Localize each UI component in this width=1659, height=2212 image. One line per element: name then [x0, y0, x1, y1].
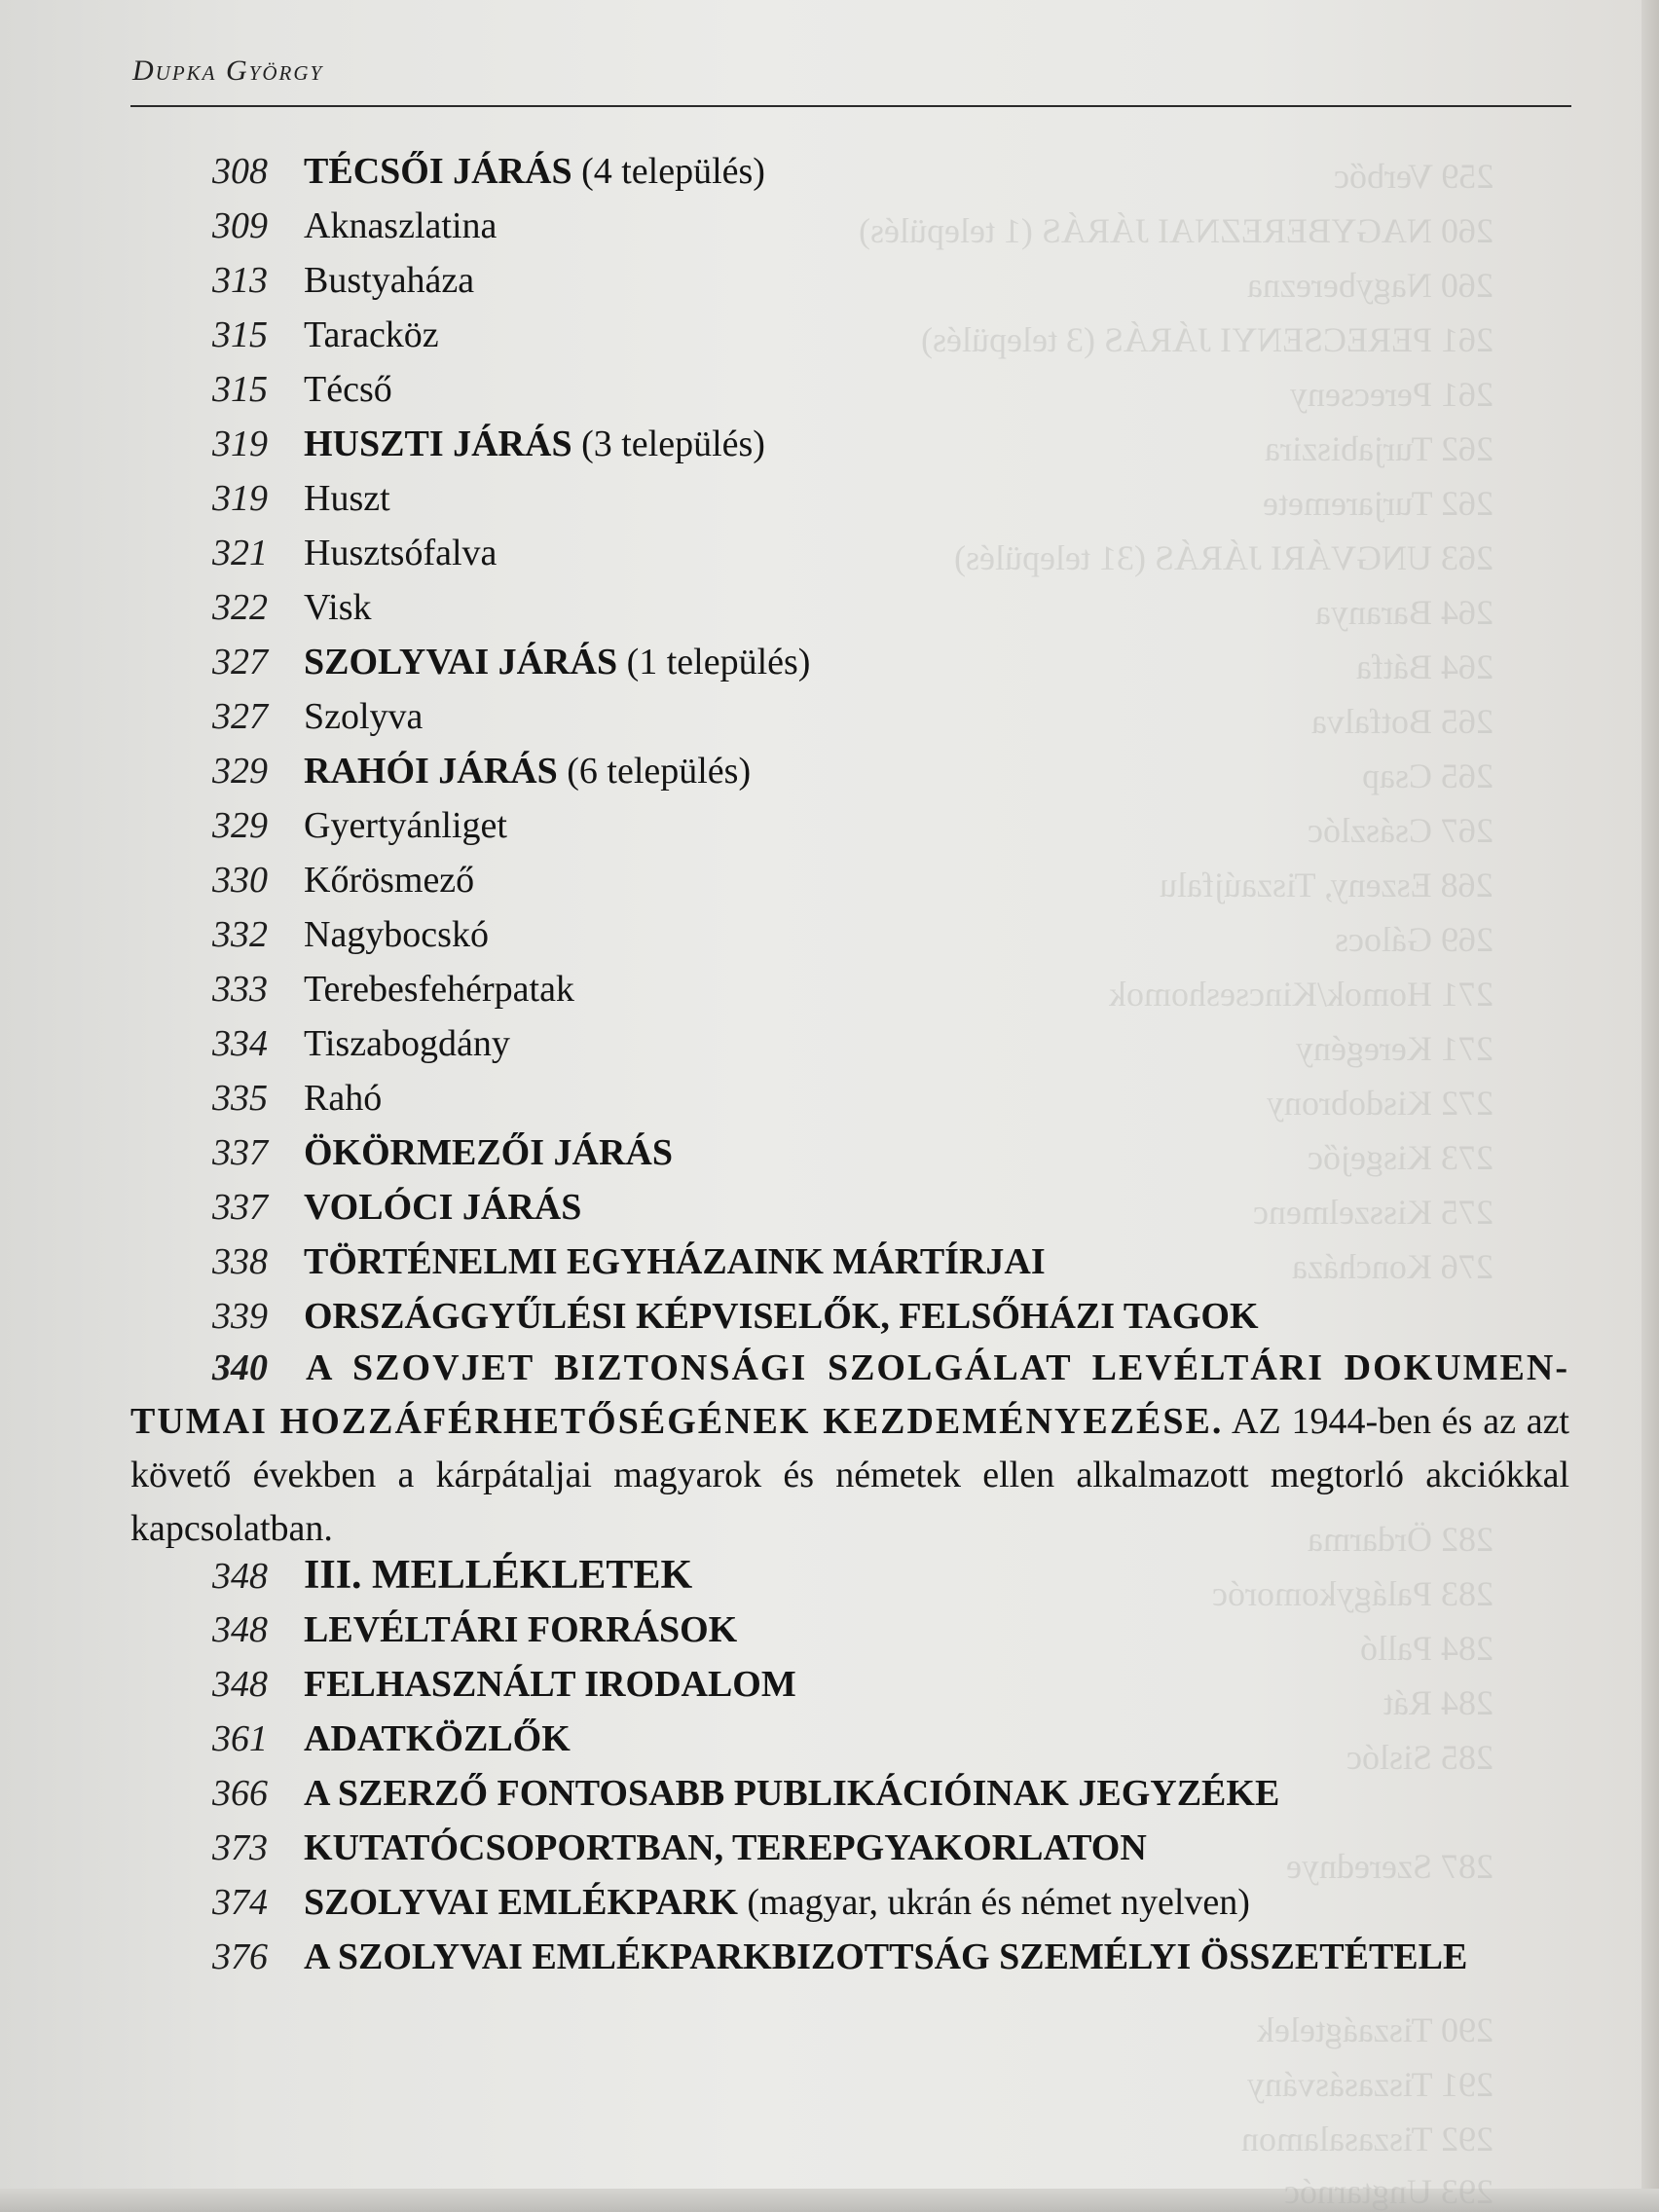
bleed-through-line: 261 PERECSENYI JÁRÁS (3 település) — [921, 320, 1493, 359]
bleed-through-line: 262 Turjaremete — [1263, 484, 1493, 523]
paragraph-first-line — [130, 1342, 1569, 1395]
toc-entry — [212, 257, 474, 304]
page-number: 348 — [212, 1664, 268, 1705]
bleed-through-line: 265 Botfalva — [1311, 702, 1493, 741]
entry-title: LEVÉLTÁRI FORRÁSOK — [304, 1609, 738, 1650]
bleed-through-line: 259 Verbőc — [1333, 157, 1493, 196]
bleed-through-line: 284 Palló — [1359, 1629, 1493, 1668]
page-number: 366 — [212, 1773, 268, 1814]
entry-title: Visk — [304, 587, 372, 628]
page-number: 313 — [212, 260, 268, 301]
page-number: 373 — [212, 1827, 268, 1868]
bleed-through-line: 276 Koncháza — [1292, 1247, 1493, 1286]
bleed-through-line: 260 NAGYBEREZNAI JÁRÁS (1 település) — [859, 211, 1493, 250]
toc-entry — [212, 693, 423, 740]
toc-entry — [212, 1552, 692, 1600]
toc-entry — [212, 911, 489, 958]
toc-entry — [212, 584, 372, 631]
toc-entry — [212, 966, 574, 1013]
bleed-through-line: 292 Tiszasalamon — [1240, 2120, 1493, 2158]
toc-entry — [212, 748, 751, 794]
toc-entry — [212, 1606, 737, 1653]
page-number: 322 — [212, 587, 268, 628]
bleed-through-line: 284 Rát — [1383, 1683, 1493, 1722]
toc-entry — [212, 1825, 1147, 1871]
toc-entry — [212, 203, 497, 249]
toc-entry — [212, 530, 497, 576]
entry-title: Gyertyánliget — [304, 805, 507, 846]
bleed-through-line: 271 Keregény — [1296, 1029, 1493, 1068]
paragraph-body — [130, 1395, 1569, 1556]
entry-title: Husztsófalva — [304, 533, 498, 573]
toc-entry — [212, 1293, 1259, 1340]
paragraph-text: AZ 1944-ben és az azt követő években a kárpátaljai magyarok és németek ellen alkalmazott megtorló akciókkal kapcsolatban. — [130, 1401, 1569, 1549]
page-number: 361 — [212, 1718, 268, 1759]
entry-title: RAHÓI JÁRÁS — [304, 751, 558, 792]
entry-note: (6 település) — [567, 751, 752, 792]
toc-entry — [212, 421, 765, 467]
page-number: 315 — [212, 369, 268, 410]
page-number: 376 — [212, 1936, 268, 1977]
entry-title: Taracköz — [304, 314, 439, 355]
bleed-through-line: 282 Ördarma — [1308, 1520, 1493, 1559]
toc-entry — [212, 1715, 571, 1762]
entry-title: A SZERZŐ FONTOSABB PUBLIKÁCIÓINAK JEGYZÉKE — [304, 1773, 1280, 1814]
running-header-author: Dupka György — [132, 55, 324, 87]
toc-entry — [212, 1238, 1046, 1285]
bleed-through-line: 269 Gálocs — [1335, 920, 1493, 959]
toc-entry — [212, 802, 507, 849]
bleed-through-line: 290 Tiszaágtelek — [1257, 2010, 1493, 2049]
entry-title: VOLÓCI JÁRÁS — [304, 1187, 582, 1228]
page-edge-shadow — [1641, 0, 1659, 2212]
page-number: 315 — [212, 314, 268, 355]
toc-entry — [212, 1184, 581, 1231]
page-number: 321 — [212, 533, 268, 573]
bleed-through-line: 272 Kisdobrony — [1267, 1084, 1493, 1123]
bleed-through-line: 287 Szerednye — [1286, 1847, 1493, 1886]
toc-entry — [212, 1770, 1279, 1817]
page-number: 309 — [212, 205, 268, 246]
entry-title: Rahó — [304, 1078, 383, 1119]
page-number: 339 — [212, 1296, 268, 1337]
entry-title: TÉCSŐI JÁRÁS — [304, 151, 572, 192]
entry-title: Aknaszlatina — [304, 205, 498, 246]
page-number: 329 — [212, 805, 268, 846]
toc-entry — [212, 366, 392, 413]
entry-title: Tiszabogdány — [304, 1023, 510, 1064]
page-number: 335 — [212, 1078, 268, 1119]
toc-entry — [212, 1661, 796, 1708]
paragraph-heading-continuation: TUMAI HOZZÁFÉRHETŐSÉGÉNEK KEZDEMÉNYEZÉSE. — [130, 1401, 1224, 1442]
bleed-through-line: 260 Nagyberezna — [1247, 266, 1493, 305]
toc-entry — [212, 1020, 510, 1067]
entry-title: SZOLYVAI JÁRÁS — [304, 642, 618, 682]
bleed-through-line: 273 Kisgejőc — [1308, 1138, 1493, 1177]
toc-paragraph-entry — [130, 1342, 1569, 1556]
toc-entry — [212, 639, 810, 685]
entry-title: FELHASZNÁLT IRODALOM — [304, 1664, 796, 1705]
page-number: 340 — [212, 1347, 268, 1388]
toc-entry — [212, 1934, 1467, 1980]
entry-title: A SZOLYVAI EMLÉKPARKBIZOTTSÁG SZEMÉLYI ÖSSZETÉTELE — [304, 1936, 1468, 1977]
entry-title: III. MELLÉKLETEK — [304, 1553, 693, 1598]
page-number: 348 — [212, 1609, 268, 1650]
page-number: 327 — [212, 696, 268, 737]
page-number: 330 — [212, 860, 268, 901]
bleed-through-line: 263 UNGVÁRI JÁRÁS (31 település) — [954, 538, 1493, 577]
page-number: 337 — [212, 1187, 268, 1228]
toc-entry — [212, 1129, 673, 1176]
bleed-through-line: 261 Perecseny — [1290, 375, 1493, 414]
page-number: 374 — [212, 1882, 268, 1923]
entry-title: Técső — [304, 369, 392, 410]
bleed-through-line: 268 Eszeny, Tiszaújfalu — [1160, 866, 1493, 904]
bleed-through-line: 264 Baranya — [1315, 593, 1493, 632]
page-number: 334 — [212, 1023, 268, 1064]
bleed-through-line: 283 Palágykomoróc — [1212, 1574, 1493, 1613]
entry-title: ÖKÖRMEZŐI JÁRÁS — [304, 1132, 673, 1173]
bleed-through-line: 265 Csap — [1362, 756, 1493, 795]
bleed-through-line: 291 Tiszasásvány — [1246, 2065, 1493, 2104]
entry-title: KUTATÓCSOPORTBAN, TEREPGYAKORLATON — [304, 1827, 1147, 1868]
bleed-through-line: 267 Császlóc — [1308, 811, 1493, 850]
entry-note: (magyar, ukrán és német nyelven) — [747, 1882, 1250, 1923]
page-number: 338 — [212, 1241, 268, 1282]
paragraph-heading: A SZOVJET BIZTONSÁGI SZOLGÁLAT LEVÉLTÁRI DOKUMEN- — [306, 1347, 1569, 1388]
page-number: 319 — [212, 478, 268, 519]
entry-title: ADATKÖZLŐK — [304, 1718, 571, 1759]
toc-entry — [212, 1879, 1250, 1926]
bottom-margin-band — [0, 2189, 1659, 2212]
entry-note: (1 település) — [626, 642, 811, 682]
entry-title: SZOLYVAI EMLÉKPARK — [304, 1882, 738, 1923]
entry-note: (3 település) — [581, 424, 765, 464]
entry-title: Huszt — [304, 478, 390, 519]
entry-title: Szolyva — [304, 696, 424, 737]
bleed-through-line: 285 Sislóc — [1346, 1738, 1493, 1777]
toc-entry — [212, 312, 439, 358]
page-number: 327 — [212, 642, 268, 682]
bleed-through-line: 271 Homok/Kincseshomok — [1109, 975, 1493, 1014]
page-number: 329 — [212, 751, 268, 792]
entry-note: (4 település) — [581, 151, 765, 192]
toc-entry — [212, 475, 390, 522]
page-number: 332 — [212, 914, 268, 955]
bleed-through-line: 262 Turjabiszira — [1264, 429, 1493, 468]
page-number: 348 — [212, 1556, 268, 1597]
page-number: 337 — [212, 1132, 268, 1173]
entry-title: ORSZÁGGYŰLÉSI KÉPVISELŐK, FELSŐHÁZI TAGOK — [304, 1296, 1259, 1337]
header-rule — [130, 105, 1571, 107]
bleed-through-line: 293 Ungtarnóc — [1284, 2172, 1493, 2211]
entry-title: HUSZTI JÁRÁS — [304, 424, 572, 464]
toc-entry — [212, 1075, 382, 1122]
toc-entry — [212, 857, 474, 903]
entry-title: Terebesfehérpatak — [304, 969, 574, 1010]
bleed-through-line: 264 Bátfa — [1356, 647, 1493, 686]
toc-entry — [212, 148, 765, 195]
page-number: 333 — [212, 969, 268, 1010]
entry-title: TÖRTÉNELMI EGYHÁZAINK MÁRTÍRJAI — [304, 1241, 1046, 1282]
entry-title: Kőrösmező — [304, 860, 475, 901]
entry-title: Bustyaháza — [304, 260, 475, 301]
entry-title: Nagybocskó — [304, 914, 489, 955]
bleed-through-line: 275 Kisszelmenc — [1253, 1193, 1493, 1232]
page-number: 319 — [212, 424, 268, 464]
page-number: 308 — [212, 151, 268, 192]
